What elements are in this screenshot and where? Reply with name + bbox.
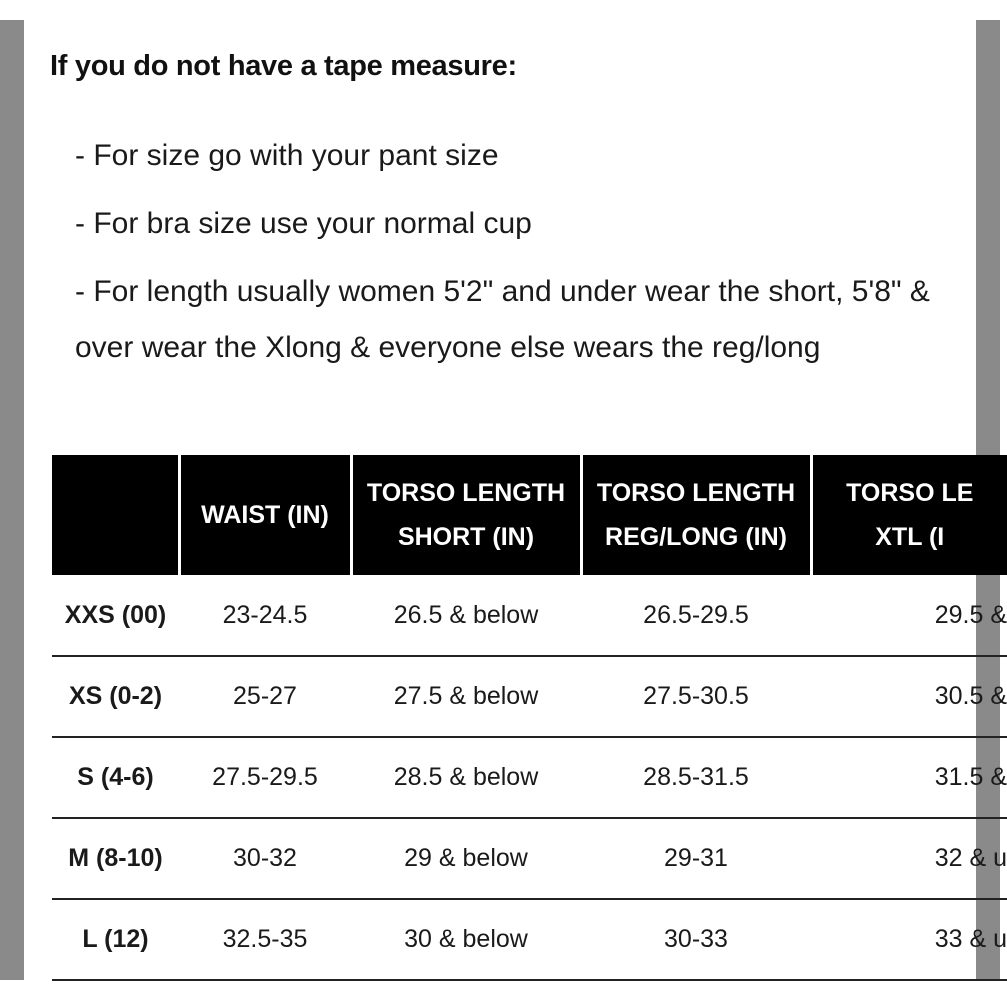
header-torso-xtl-line2: XTL (I [875, 523, 945, 551]
tip-length: - For length usually women 5'2" and under wear the short, 5'8" & over wear the Xlong & everyone else wears the reg/long [75, 275, 930, 364]
cell-size: L (12) [52, 899, 179, 980]
header-torso-xtl-line1: TORSO LE [846, 479, 974, 507]
cell-size: M (8-10) [52, 818, 179, 899]
cell-waist: 30-32 [179, 818, 351, 899]
cell-torso-short: 29 & below [351, 818, 581, 899]
cell-torso-xtl: 29.5 & [811, 575, 1007, 656]
cell-torso-xtl: 31.5 & [811, 737, 1007, 818]
header-torso-reg-line2: REG/LONG (IN) [605, 523, 787, 551]
cell-torso-reg: 27.5-30.5 [581, 656, 811, 737]
table-row [52, 899, 1007, 980]
cell-torso-short: 28.5 & below [351, 737, 581, 818]
header-waist-label: WAIST (IN) [201, 501, 329, 529]
table-row [52, 575, 1007, 656]
cell-size: S (4-6) [52, 737, 179, 818]
cell-torso-reg: 29-31 [581, 818, 811, 899]
header-torso-reg-line1: TORSO LENGTH [596, 479, 796, 507]
cell-torso-short: 30 & below [351, 899, 581, 980]
cell-size: XS (0-2) [52, 656, 179, 737]
header-torso-short [351, 455, 581, 575]
cell-waist: 27.5-29.5 [179, 737, 351, 818]
cell-waist: 23-24.5 [179, 575, 351, 656]
cell-torso-short: 27.5 & below [351, 656, 581, 737]
cell-torso-reg: 30-33 [581, 899, 811, 980]
header-torso-reg [581, 455, 811, 575]
header-torso-short-line1: TORSO LENGTH [366, 479, 566, 507]
cell-size: XXS (00) [52, 575, 179, 656]
table-row [52, 818, 1007, 899]
size-chart-table [52, 455, 1007, 1000]
header-size [52, 455, 179, 575]
header-torso-short-line2: SHORT (IN) [397, 523, 535, 551]
cell-torso-xtl: 33 & u [811, 899, 1007, 980]
cell-torso-xtl: 30.5 & [811, 656, 1007, 737]
table-row [52, 737, 1007, 818]
cell-torso-xtl: 32 & u [811, 818, 1007, 899]
left-edge-bar [0, 20, 24, 980]
tips-list [75, 128, 945, 388]
cell-torso-short: 26.5 & below [351, 575, 581, 656]
cell-torso-reg: 26.5-29.5 [581, 575, 811, 656]
tip-bra-size: - For bra size use your normal cup [75, 207, 532, 240]
cell-torso-reg: 28.5-31.5 [581, 737, 811, 818]
cell-waist: 32.5-35 [179, 899, 351, 980]
tip-pant-size: - For size go with your pant size [75, 139, 499, 172]
header-waist [179, 455, 351, 575]
header-torso-xtl [811, 455, 1007, 575]
table-header-row [52, 455, 1007, 575]
table-row [52, 656, 1007, 737]
content-area [50, 0, 1007, 1000]
page-heading: If you do not have a tape measure: [50, 50, 517, 82]
cell-waist: 25-27 [179, 656, 351, 737]
